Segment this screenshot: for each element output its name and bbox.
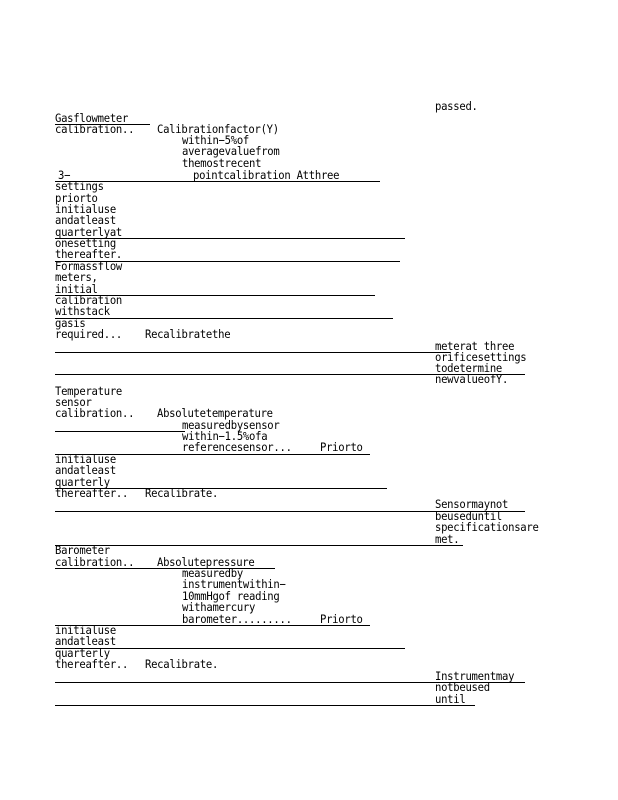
gas-flowmeter-title: Gasflowmeter	[55, 111, 129, 125]
gas-flowmeter-frequency-9: meters,	[55, 270, 98, 284]
temperature-frequency-5: thereafter..	[55, 486, 129, 500]
barometer-label: calibration..	[55, 555, 135, 569]
barometer-frequency-5: thereafter..	[55, 657, 129, 671]
gas-flowmeter-frequency-13: gasis	[55, 316, 86, 330]
gas-flowmeter-rule-5	[55, 318, 393, 319]
gas-flowmeter-criteria-1: Calibrationfactor(Y)	[157, 122, 279, 136]
gas-flowmeter-frequency-12: withstack	[55, 304, 110, 318]
gas-flowmeter-action-cont-3: todetermine	[435, 361, 503, 375]
temperature-rule-5	[55, 545, 463, 546]
gas-flowmeter-frequency-3: initialuse	[55, 202, 116, 216]
barometer-frequency-3: andatleast	[55, 634, 116, 648]
gas-flowmeter-action-cont-1: meterat three	[435, 339, 515, 353]
barometer-criteria-3: instrumentwithin−	[182, 577, 286, 591]
temperature-action-cont-3: specificationsare	[435, 520, 539, 534]
gas-flowmeter-point-text: pointcalibration Atthree	[193, 168, 340, 182]
gas-flowmeter-criteria-2: within−5%of	[182, 133, 250, 147]
gas-flowmeter-frequency-10: initial	[55, 282, 98, 296]
temperature-action-cont-1: Sensormaynot	[435, 497, 509, 511]
temperature-rule-1	[55, 431, 185, 432]
barometer-criteria-4: 10mmHgof reading	[182, 589, 280, 603]
temperature-title-2: sensor	[55, 395, 92, 409]
gas-flowmeter-point-prefix: 3−	[58, 168, 71, 182]
temperature-criteria-3: within−1.5%ofa	[182, 429, 268, 443]
gas-flowmeter-rule-6	[55, 352, 450, 353]
barometer-criteria-2: measuredby	[182, 566, 243, 580]
temperature-title: Temperature	[55, 384, 123, 398]
passed-text: passed.	[435, 99, 478, 113]
barometer-rule-5	[55, 705, 475, 706]
temperature-label: calibration..	[55, 406, 135, 420]
gas-flowmeter-frequency-7: thereafter.	[55, 247, 123, 261]
barometer-criteria-1: Absolutepressure	[157, 555, 255, 569]
temperature-frequency-3: andatleast	[55, 463, 116, 477]
temperature-action-cont-2: beuseduntil	[435, 509, 503, 523]
barometer-action-cont-3: until	[435, 692, 466, 706]
gas-flowmeter-frequency-14: required...	[55, 327, 123, 341]
barometer-frequency-4: quarterly	[55, 646, 110, 660]
temperature-criteria-4: referencesensor...	[182, 440, 292, 454]
temperature-frequency-2: initialuse	[55, 452, 116, 466]
gas-flowmeter-frequency-2: priorto	[55, 191, 98, 205]
barometer-action-cont-2: notbeused	[435, 680, 490, 694]
temperature-frequency-4: quarterly	[55, 475, 110, 489]
temperature-action: Recalibrate.	[145, 486, 219, 500]
temperature-criteria-2: measuredbysensor	[182, 418, 280, 432]
gas-flowmeter-frequency-4: andatleast	[55, 213, 116, 227]
barometer-criteria-6: barometer.........	[182, 612, 292, 626]
gas-flowmeter-frequency-5: quarterlyat	[55, 225, 123, 239]
barometer-frequency-2: initialuse	[55, 623, 116, 637]
gas-flowmeter-label: calibration..	[55, 122, 135, 136]
temperature-criteria-1: Absolutetemperature	[157, 406, 273, 420]
gas-flowmeter-criteria-4: themostrecent	[182, 156, 262, 170]
gas-flowmeter-frequency-11: calibration	[55, 293, 123, 307]
gas-flowmeter-action: Recalibratethe	[145, 327, 231, 341]
gas-flowmeter-action-cont-4: newvalueofY.	[435, 372, 509, 386]
gas-flowmeter-action-cont-2: orificesettings	[435, 350, 527, 364]
barometer-criteria-5: withamercury	[182, 600, 256, 614]
temperature-frequency-1: Priorto	[320, 440, 363, 454]
gas-flowmeter-frequency-6: onesetting	[55, 236, 116, 250]
gas-flowmeter-frequency-1: settings	[55, 179, 104, 193]
gas-flowmeter-criteria-3: averagevaluefrom	[182, 144, 280, 158]
temperature-action-cont-4: met.	[435, 532, 460, 546]
barometer-title: Barometer	[55, 543, 110, 557]
barometer-action-cont-1: Instrumentmay	[435, 669, 515, 683]
barometer-frequency-1: Priorto	[320, 612, 363, 626]
barometer-action: Recalibrate.	[145, 657, 219, 671]
gas-flowmeter-frequency-8: Formassflow	[55, 259, 123, 273]
